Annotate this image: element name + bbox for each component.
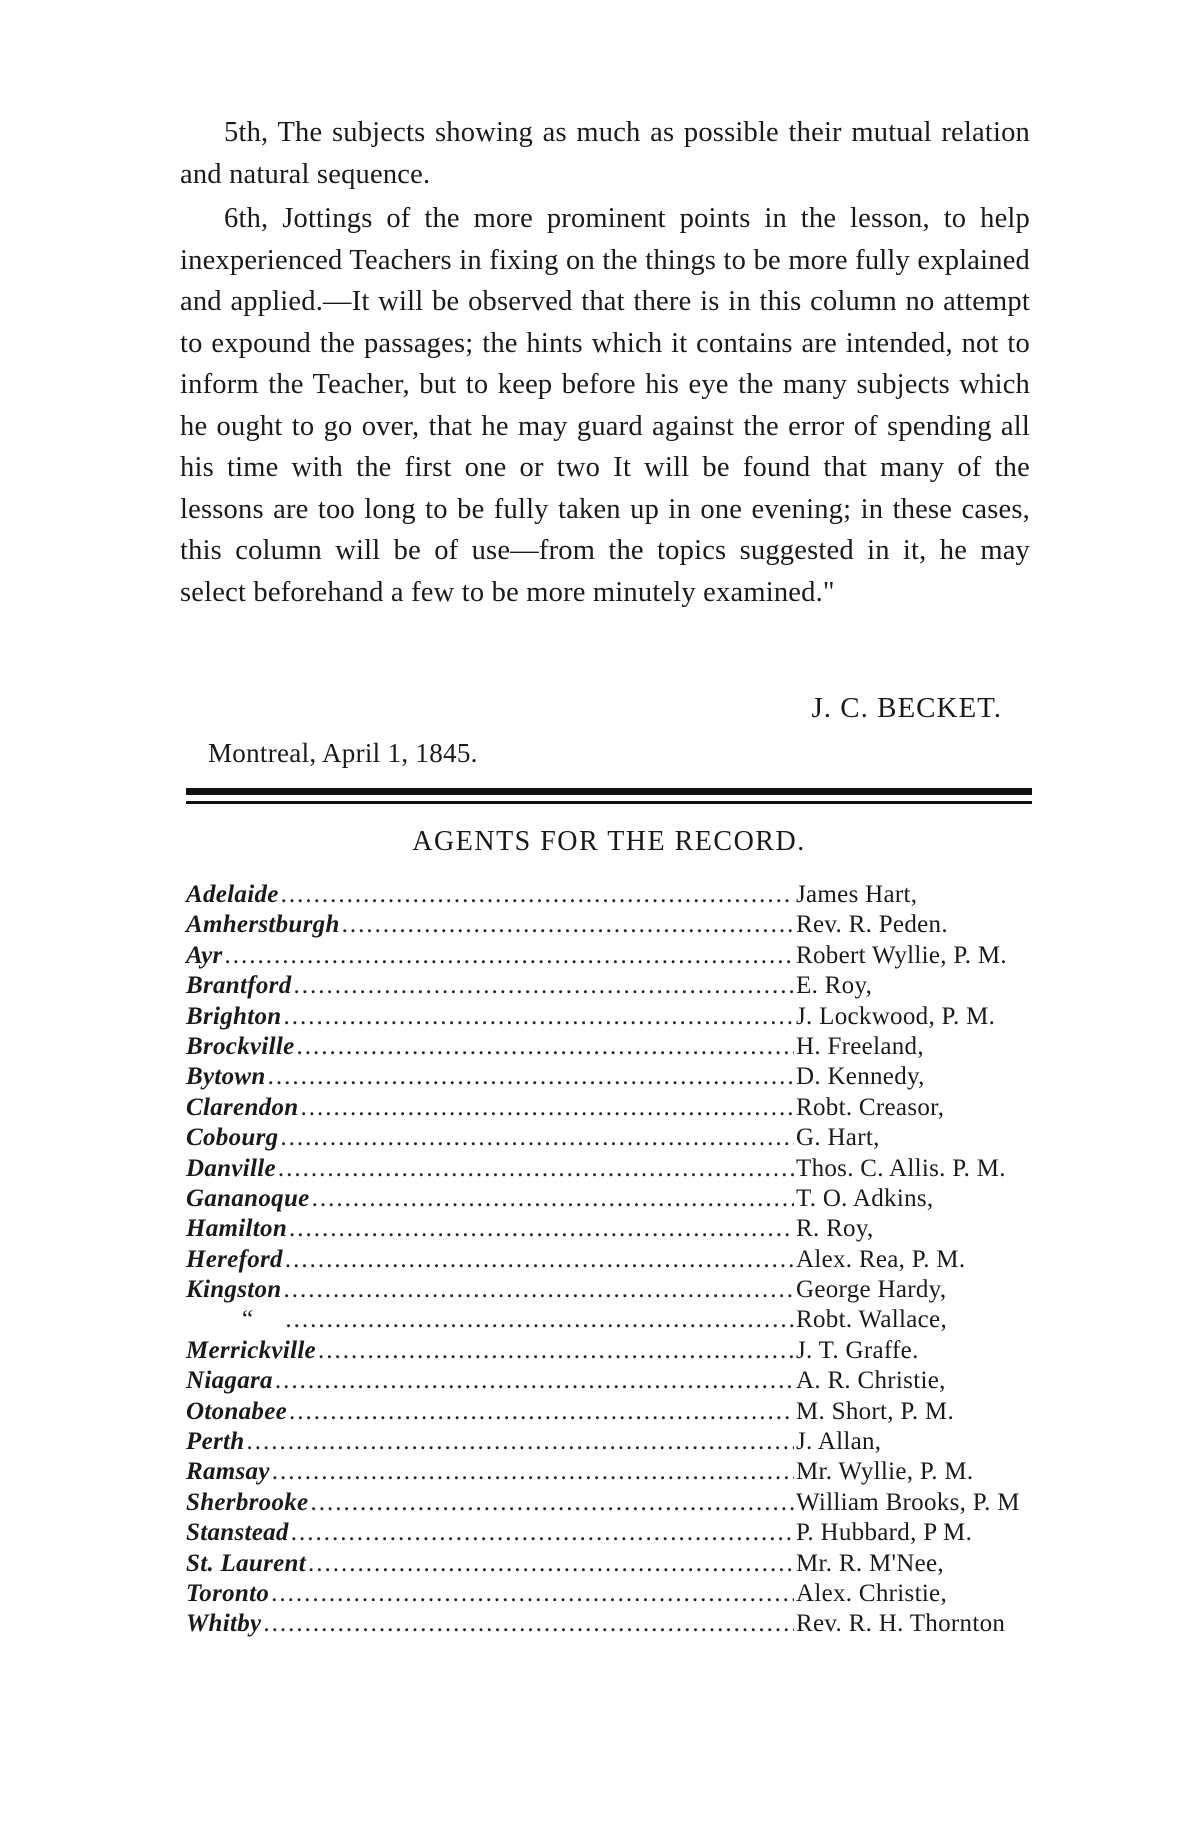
dot-leader (284, 1002, 794, 1032)
agent-place: Kingston (186, 1276, 282, 1304)
agent-place: St. Laurent (186, 1549, 306, 1577)
agent-row (186, 1184, 1032, 1214)
agent-place: Ayr (186, 941, 223, 969)
agent-row (186, 1457, 1032, 1487)
dot-leader (246, 1427, 794, 1457)
agent-name: G. Hart, (796, 1124, 880, 1152)
agent-row (186, 1002, 1032, 1032)
agent-row (186, 1093, 1032, 1123)
agent-name: D. Kennedy, (796, 1063, 925, 1091)
agent-name: George Hardy, (796, 1276, 947, 1304)
agent-name: J. Allan, (796, 1428, 882, 1456)
agent-name: Alex. Rea, P. M. (796, 1245, 966, 1273)
agent-place: Brantford (186, 972, 292, 1000)
agent-place: Gananoque (186, 1184, 310, 1212)
agent-place: Sherbrooke (186, 1488, 309, 1516)
agent-place: Hereford (186, 1245, 283, 1273)
agents-list (186, 880, 1032, 1640)
agent-name: E. Roy, (796, 972, 873, 1000)
dot-leader (271, 1579, 794, 1609)
dot-leader (275, 1366, 794, 1396)
agent-row (186, 1397, 1032, 1427)
agent-row (186, 941, 1032, 971)
divider-rule-thin (186, 801, 1032, 804)
dateline: Montreal, April 1, 1845. (208, 738, 478, 768)
agent-row (186, 971, 1032, 1001)
agent-row (186, 1549, 1032, 1579)
agent-name: H. Freeland, (796, 1032, 924, 1060)
dot-leader (294, 971, 794, 1001)
dot-leader (278, 1154, 794, 1184)
agent-name: James Hart, (796, 881, 918, 908)
agent-row (186, 1427, 1032, 1457)
agent-name: Robt. Creasor, (796, 1093, 945, 1121)
agent-name: Mr. Wyllie, P. M. (796, 1458, 974, 1486)
agent-name: J. Lockwood, P. M. (796, 1002, 996, 1030)
dot-leader (284, 1275, 794, 1305)
agent-row (186, 1579, 1032, 1609)
agent-row (186, 1305, 1032, 1335)
agent-name: R. Roy, (796, 1215, 874, 1243)
dot-leader (300, 1093, 794, 1123)
agent-name: Rev. R. Peden. (796, 911, 948, 939)
agent-place: Brighton (186, 1002, 282, 1030)
agent-place: Amherstburgh (186, 911, 340, 939)
agent-name: P. Hubbard, P M. (796, 1519, 973, 1547)
agent-name: A. R. Christie, (796, 1367, 946, 1395)
dot-leader (308, 1549, 794, 1579)
agent-place: Merrickville (186, 1336, 316, 1364)
agent-place: Stanstead (186, 1519, 289, 1547)
dot-leader (289, 1397, 794, 1427)
divider-rule-thick (186, 788, 1032, 795)
agent-place: Clarendon (186, 1093, 299, 1121)
agent-row (186, 1336, 1032, 1366)
agent-name: Rev. R. H. Thornton (796, 1610, 1006, 1638)
dot-leader (268, 1062, 794, 1092)
agent-name: J. T. Graffe. (796, 1336, 919, 1364)
agent-place: Ramsay (186, 1458, 270, 1486)
dot-leader (281, 880, 794, 910)
agent-name: M. Short, P. M. (796, 1397, 955, 1425)
agent-place: Cobourg (186, 1124, 279, 1152)
agent-place: Adelaide (186, 881, 279, 908)
agent-row (186, 1123, 1032, 1153)
dot-leader (318, 1336, 794, 1366)
agent-row (186, 1062, 1032, 1092)
agent-row (186, 1518, 1032, 1548)
dot-leader (272, 1457, 794, 1487)
agent-place: Niagara (186, 1367, 273, 1395)
dot-leader (285, 1245, 794, 1275)
dot-leader (280, 1123, 794, 1153)
agent-row (186, 1275, 1032, 1305)
agent-place: Toronto (186, 1579, 270, 1607)
agent-row (186, 910, 1032, 940)
agent-place: Brockville (186, 1032, 295, 1060)
dot-leader (297, 1032, 794, 1062)
agent-place: Danville (186, 1154, 276, 1182)
paragraph-fifth-point: 5th, The subjects showing as much as possible their mutual relation and natural sequence. (180, 117, 1030, 190)
agent-name: T. O. Adkins, (796, 1184, 934, 1212)
agent-name: Alex. Christie, (796, 1579, 948, 1607)
dot-leader (310, 1488, 794, 1518)
agent-name: Robert Wyllie, P. M. (796, 941, 1007, 969)
agent-row (186, 880, 1032, 910)
agent-place: Otonabee (186, 1397, 287, 1425)
agent-place: “ (242, 1306, 254, 1334)
dot-leader (291, 1518, 794, 1548)
agents-heading: AGENTS FOR THE RECORD. (412, 826, 806, 857)
agent-row (186, 1154, 1032, 1184)
dot-leader (285, 1305, 794, 1335)
agent-name: Robt. Wallace, (796, 1306, 947, 1334)
dot-leader (289, 1214, 794, 1244)
agent-name: Thos. C. Allis. P. M. (796, 1154, 1006, 1182)
agent-place: Perth (186, 1428, 245, 1456)
dot-leader (263, 1609, 794, 1639)
agent-place: Hamilton (186, 1215, 288, 1243)
agent-place: Bytown (186, 1063, 266, 1091)
dot-leader (225, 941, 794, 971)
agent-row (186, 1214, 1032, 1244)
agent-row (186, 1245, 1032, 1275)
agent-row (186, 1609, 1032, 1639)
agent-row (186, 1488, 1032, 1518)
dot-leader (312, 1184, 794, 1214)
dot-leader (342, 910, 794, 940)
paragraph-sixth-point: 6th, Jottings of the more prominent points in the lesson, to help inexperienced Teachers in fixing on the things to be more fully explained and applied.—It will be observed that there is in this column no attempt to expound the passages; the hints which it contains are intended, not to inform the Teacher, but to keep before his eye the many subjects which he ought to go over, that he may guard against the error of spending all his time with the first one or two It will be found that many of the lessons are too long to be fully taken up in one evening; in these cases, this column will be of use—from the topics suggested in it, he may select beforehand a few to be more minutely examined." (180, 203, 1030, 608)
agent-row (186, 1366, 1032, 1396)
agent-name: Mr. R. M'Nee, (796, 1549, 944, 1577)
signature: J. C. BECKET. (811, 692, 1002, 724)
agent-name: William Brooks, P. M (796, 1488, 1020, 1516)
agent-row (186, 1032, 1032, 1062)
agent-place: Whitby (186, 1610, 262, 1638)
